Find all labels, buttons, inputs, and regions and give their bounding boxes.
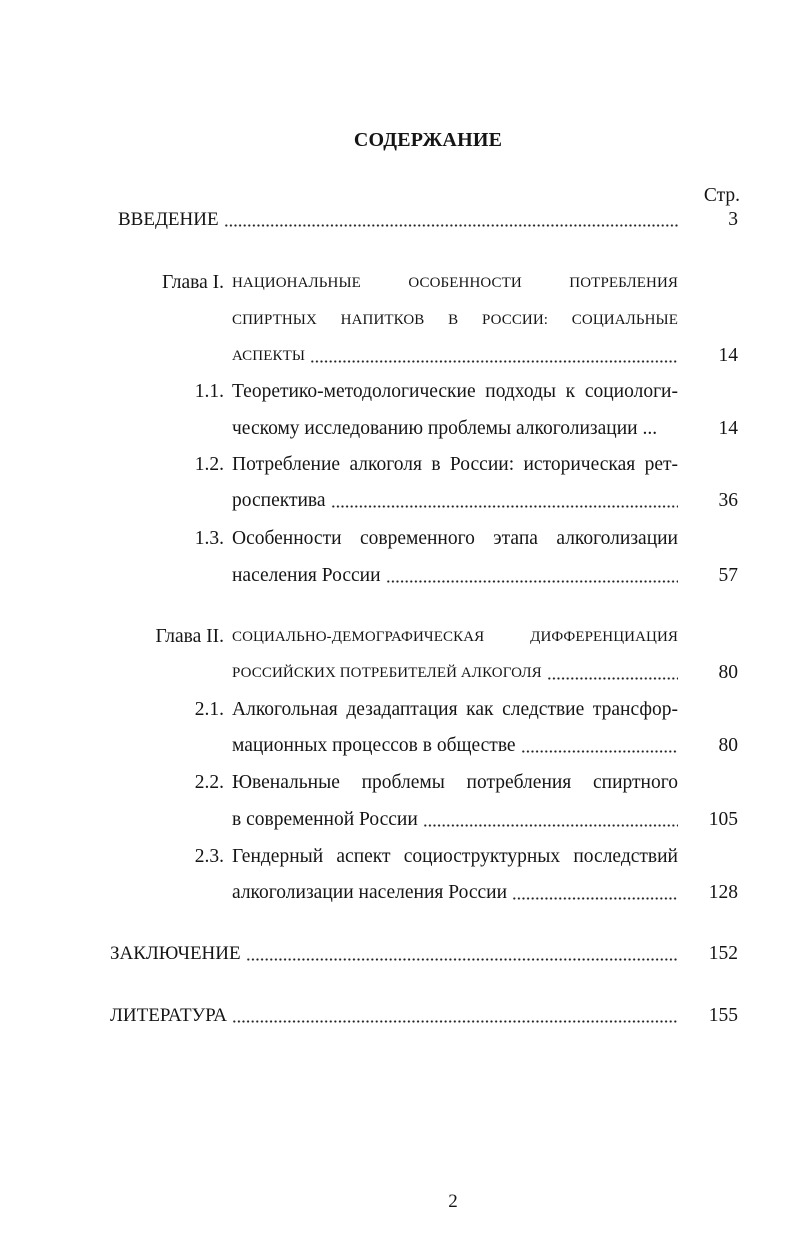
toc-page-number: 36	[718, 490, 738, 511]
toc-chapter-title-last-line	[232, 661, 678, 685]
toc-entry-conclusion	[110, 942, 678, 966]
toc-section-title-last-line	[232, 564, 678, 588]
toc-section-title-line: ческому исследованию проблемы алкоголизации ...	[232, 418, 658, 439]
dot-leader	[547, 661, 678, 685]
toc-page-number: 105	[708, 809, 738, 830]
dot-leader	[521, 734, 678, 758]
toc-entry-title: ЛИТЕРАТУРА	[110, 1005, 227, 1026]
dot-leader	[512, 881, 678, 905]
toc-section-number: 2.2.	[194, 772, 224, 793]
toc-section-title-line: Ювенальные проблемы потребления спиртного	[232, 772, 678, 793]
toc-entry-literature	[110, 1004, 678, 1028]
toc-section-title-line: алкоголизации населения России	[232, 882, 508, 903]
toc-section-title-line: Особенности современного этапа алкоголизации	[232, 528, 678, 549]
toc-page-number: 14	[718, 345, 738, 366]
toc-section-number: 2.1.	[194, 699, 224, 720]
toc-section-title-last-line	[232, 489, 678, 513]
toc-page-number: 152	[708, 943, 738, 964]
page-column-header: Стр.	[703, 185, 740, 206]
toc-page-number: 3	[728, 209, 738, 230]
toc-chapter-title-line: РОССИЙСКИХ ПОТРЕБИТЕЛЕЙ АЛКОГОЛЯ	[232, 665, 542, 681]
dot-leader	[224, 208, 678, 232]
toc-section-title-line: Алкогольная дезадаптация как следствие трансфор-	[232, 699, 678, 720]
toc-chapter-label: Глава I.	[161, 272, 224, 293]
toc-section-title-line: Теоретико-методологические подходы к социологи-	[232, 381, 678, 402]
page-number: 2	[448, 1191, 458, 1212]
toc-chapter-title-line: СПИРТНЫХ НАПИТКОВ В РОССИИ: СОЦИАЛЬНЫЕ	[232, 312, 678, 328]
toc-chapter-title-line: АСПЕКТЫ	[232, 348, 306, 364]
toc-section-title-line: в современной России	[232, 809, 418, 830]
toc-entry-title: ВВЕДЕНИЕ	[118, 209, 219, 230]
dot-leader	[310, 344, 678, 368]
toc-section-number: 1.3.	[194, 528, 224, 549]
toc-section-number: 1.1.	[194, 381, 224, 402]
toc-section-title-line: населения России	[232, 565, 381, 586]
dot-leader	[246, 942, 678, 966]
toc-page-number: 57	[718, 565, 738, 586]
toc-section-title-line: Гендерный аспект социоструктурных последствий	[232, 846, 678, 867]
toc-section-title-line: Потребление алкоголя в России: историческая рет-	[232, 454, 678, 475]
toc-section-number: 1.2.	[194, 454, 224, 475]
toc-page-number: 80	[718, 662, 738, 683]
page-title: СОДЕРЖАНИЕ	[353, 129, 503, 151]
toc-entry-title: ЗАКЛЮЧЕНИЕ	[110, 943, 241, 964]
dot-leader	[386, 564, 678, 588]
toc-section-title-last-line	[232, 734, 678, 758]
toc-section-title-last-line	[232, 808, 678, 832]
dot-leader	[232, 1004, 678, 1028]
toc-page-number: 155	[708, 1005, 738, 1026]
toc-section-number: 2.3.	[194, 846, 224, 867]
toc-section-title-line: роспектива	[232, 490, 326, 511]
toc-chapter-label: Глава II.	[155, 626, 224, 647]
dot-leader	[423, 808, 678, 832]
toc-page-number: 128	[708, 882, 738, 903]
toc-page-number: 14	[718, 418, 738, 439]
toc-entry-introduction	[118, 208, 678, 232]
toc-section-title-last-line	[232, 881, 678, 905]
toc-chapter-title-line: НАЦИОНАЛЬНЫЕ ОСОБЕННОСТИ ПОТРЕБЛЕНИЯ	[232, 275, 678, 291]
toc-page-number: 80	[718, 735, 738, 756]
toc-chapter-title-last-line	[232, 344, 678, 368]
toc-chapter-title-line: СОЦИАЛЬНО-ДЕМОГРАФИЧЕСКАЯ ДИФФЕРЕНЦИАЦИЯ	[232, 629, 678, 645]
toc-section-title-line: мационных процессов в обществе	[232, 735, 516, 756]
dot-leader	[331, 489, 678, 513]
